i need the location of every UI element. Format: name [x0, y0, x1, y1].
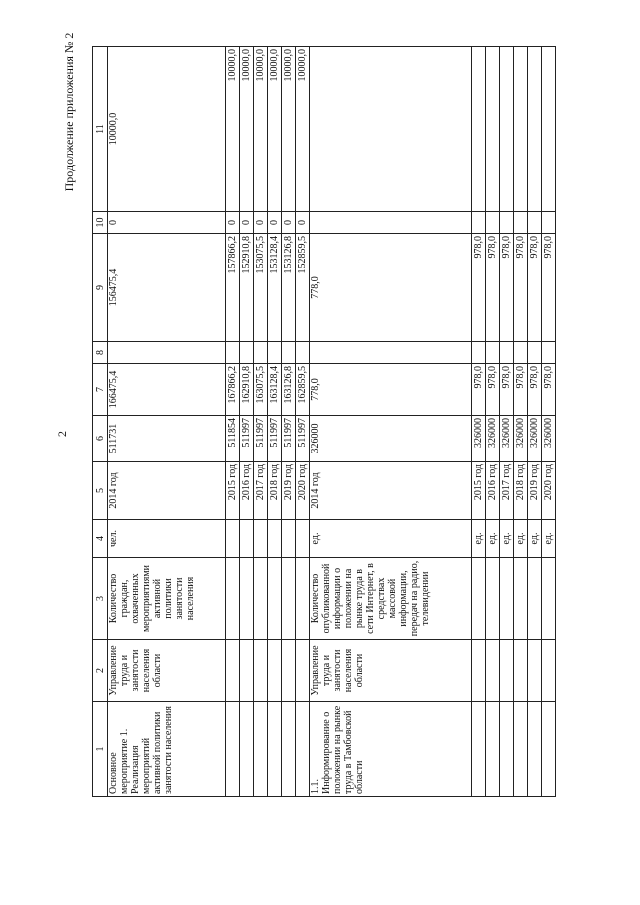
year-cell: 2014 год — [310, 462, 472, 520]
empty-cell — [486, 640, 500, 702]
value-cell-6: 326000 — [500, 416, 514, 462]
empty-cell — [528, 702, 542, 797]
value-cell-9: 978,0 — [514, 234, 528, 342]
value-cell-8 — [226, 342, 240, 364]
section-main-row — [310, 47, 472, 797]
unit-cell: ед. — [310, 520, 472, 558]
value-cell-7: 163075,5 — [254, 364, 268, 416]
header-cell: 4 — [93, 520, 108, 558]
value-cell-11 — [486, 47, 500, 212]
unit-cell: ед. — [486, 520, 500, 558]
header-cell: 6 — [93, 416, 108, 462]
empty-cell — [542, 702, 556, 797]
header-row — [93, 47, 108, 797]
empty-cell — [268, 558, 282, 640]
year-row — [500, 47, 514, 797]
value-cell-10 — [542, 212, 556, 234]
value-cell-7: 163128,4 — [268, 364, 282, 416]
year-cell: 2018 год — [514, 462, 528, 520]
empty-cell — [514, 640, 528, 702]
value-cell-10 — [486, 212, 500, 234]
section-main-row — [108, 47, 226, 797]
value-cell-10: 0 — [282, 212, 296, 234]
value-cell-11 — [542, 47, 556, 212]
value-cell-11: 10000,0 — [240, 47, 254, 212]
year-row — [542, 47, 556, 797]
value-cell-9: 978,0 — [486, 234, 500, 342]
indicator-cell: Количество опубликованной информации о положении на рынке труда в сети Интернет, в средствах массовой информации, передач на радио, телевидении — [310, 558, 472, 640]
value-cell-8 — [268, 342, 282, 364]
value-cell-10 — [472, 212, 486, 234]
unit-cell — [254, 520, 268, 558]
value-cell-7: 978,0 — [528, 364, 542, 416]
value-cell-9: 153075,5 — [254, 234, 268, 342]
unit-cell — [226, 520, 240, 558]
value-cell-7: 978,0 — [472, 364, 486, 416]
value-cell-6: 511997 — [268, 416, 282, 462]
event-cell: Основное мероприятие 1. Реализация мероприятий активной политики занятости населения — [108, 702, 226, 797]
empty-cell — [296, 558, 310, 640]
page-number: 2 — [55, 431, 69, 437]
value-cell-9: 157866,2 — [226, 234, 240, 342]
empty-cell — [226, 702, 240, 797]
value-cell-7: 162910,8 — [240, 364, 254, 416]
value-cell-11 — [514, 47, 528, 212]
unit-cell — [296, 520, 310, 558]
empty-cell — [254, 558, 268, 640]
empty-cell — [282, 640, 296, 702]
empty-cell — [486, 702, 500, 797]
year-row — [486, 47, 500, 797]
unit-cell — [268, 520, 282, 558]
header-cell: 5 — [93, 462, 108, 520]
value-cell-6: 326000 — [486, 416, 500, 462]
unit-cell: чел. — [108, 520, 226, 558]
value-cell-7: 778,0 — [310, 364, 472, 416]
year-cell: 2016 год — [486, 462, 500, 520]
empty-cell — [500, 640, 514, 702]
empty-cell — [240, 558, 254, 640]
year-cell: 2020 год — [542, 462, 556, 520]
value-cell-10 — [514, 212, 528, 234]
empty-cell — [528, 558, 542, 640]
year-cell: 2020 год — [296, 462, 310, 520]
header-cell: 3 — [93, 558, 108, 640]
year-row — [514, 47, 528, 797]
empty-cell — [282, 558, 296, 640]
value-cell-11 — [472, 47, 486, 212]
empty-cell — [486, 558, 500, 640]
value-cell-8 — [282, 342, 296, 364]
value-cell-8 — [296, 342, 310, 364]
empty-cell — [500, 558, 514, 640]
value-cell-7: 163126,8 — [282, 364, 296, 416]
value-cell-7: 978,0 — [486, 364, 500, 416]
value-cell-9: 978,0 — [528, 234, 542, 342]
indicator-cell: Количество граждан, охваченных мероприятиями активной политики занятости населения — [108, 558, 226, 640]
unit-cell: ед. — [472, 520, 486, 558]
value-cell-11 — [528, 47, 542, 212]
year-row — [226, 47, 240, 797]
value-cell-6: 511731 — [108, 416, 226, 462]
header-cell: 8 — [93, 342, 108, 364]
appendix-label: Продолжение приложения № 2 — [62, 32, 76, 192]
header-cell: 9 — [93, 234, 108, 342]
year-cell: 2019 год — [528, 462, 542, 520]
value-cell-8 — [514, 342, 528, 364]
unit-cell — [240, 520, 254, 558]
value-cell-9: 153128,4 — [268, 234, 282, 342]
header-cell: 7 — [93, 364, 108, 416]
year-cell: 2015 год — [226, 462, 240, 520]
value-cell-6: 326000 — [514, 416, 528, 462]
value-cell-8 — [472, 342, 486, 364]
unit-cell — [282, 520, 296, 558]
value-cell-7: 978,0 — [514, 364, 528, 416]
value-cell-6: 511854 — [226, 416, 240, 462]
year-cell: 2017 год — [254, 462, 268, 520]
year-row — [296, 47, 310, 797]
value-cell-10 — [528, 212, 542, 234]
empty-cell — [514, 702, 528, 797]
empty-cell — [472, 640, 486, 702]
year-row — [240, 47, 254, 797]
value-cell-11: 10000,0 — [108, 47, 226, 212]
empty-cell — [268, 640, 282, 702]
unit-cell: ед. — [514, 520, 528, 558]
header-cell: 1 — [93, 702, 108, 797]
year-row — [254, 47, 268, 797]
empty-cell — [296, 640, 310, 702]
value-cell-10: 0 — [268, 212, 282, 234]
value-cell-7: 162859,5 — [296, 364, 310, 416]
year-row — [282, 47, 296, 797]
value-cell-9: 153126,8 — [282, 234, 296, 342]
empty-cell — [296, 702, 310, 797]
value-cell-6: 326000 — [528, 416, 542, 462]
value-cell-11: 10000,0 — [282, 47, 296, 212]
value-cell-8 — [310, 342, 472, 364]
rotated-table-frame — [92, 47, 554, 797]
value-cell-11 — [500, 47, 514, 212]
value-cell-10 — [310, 212, 472, 234]
value-cell-10: 0 — [108, 212, 226, 234]
year-cell: 2014 год — [108, 462, 226, 520]
empty-cell — [542, 640, 556, 702]
executor-cell: Управление труда и занятости населения области — [108, 640, 226, 702]
year-cell: 2019 год — [282, 462, 296, 520]
value-cell-6: 326000 — [310, 416, 472, 462]
value-cell-8 — [254, 342, 268, 364]
header-cell: 2 — [93, 640, 108, 702]
value-cell-6: 511997 — [296, 416, 310, 462]
value-cell-8 — [240, 342, 254, 364]
value-cell-8 — [528, 342, 542, 364]
value-cell-9: 978,0 — [500, 234, 514, 342]
unit-cell: ед. — [528, 520, 542, 558]
value-cell-8 — [542, 342, 556, 364]
empty-cell — [472, 702, 486, 797]
empty-cell — [240, 640, 254, 702]
value-cell-10 — [500, 212, 514, 234]
year-row — [528, 47, 542, 797]
empty-cell — [226, 640, 240, 702]
value-cell-7: 978,0 — [500, 364, 514, 416]
year-row — [472, 47, 486, 797]
empty-cell — [542, 558, 556, 640]
empty-cell — [226, 558, 240, 640]
value-cell-6: 511997 — [254, 416, 268, 462]
value-cell-9: 152859,5 — [296, 234, 310, 342]
value-cell-6: 511997 — [240, 416, 254, 462]
empty-cell — [282, 702, 296, 797]
value-cell-9: 156475,4 — [108, 234, 226, 342]
year-cell: 2017 год — [500, 462, 514, 520]
value-cell-11: 10000,0 — [296, 47, 310, 212]
value-cell-8 — [486, 342, 500, 364]
value-cell-11 — [310, 47, 472, 212]
value-cell-11: 10000,0 — [226, 47, 240, 212]
value-cell-9: 978,0 — [472, 234, 486, 342]
value-cell-7: 166475,4 — [108, 364, 226, 416]
header-cell: 10 — [93, 212, 108, 234]
program-table — [92, 46, 556, 797]
value-cell-11: 10000,0 — [254, 47, 268, 212]
empty-cell — [268, 702, 282, 797]
value-cell-10: 0 — [254, 212, 268, 234]
year-row — [268, 47, 282, 797]
empty-cell — [500, 702, 514, 797]
empty-cell — [254, 640, 268, 702]
value-cell-11: 10000,0 — [268, 47, 282, 212]
value-cell-8 — [108, 342, 226, 364]
value-cell-10: 0 — [240, 212, 254, 234]
value-cell-6: 326000 — [542, 416, 556, 462]
value-cell-10: 0 — [296, 212, 310, 234]
table-wrapper — [92, 47, 554, 797]
value-cell-9: 152910,8 — [240, 234, 254, 342]
year-cell: 2016 год — [240, 462, 254, 520]
value-cell-6: 326000 — [472, 416, 486, 462]
executor-cell: Управление труда и занятости населения области — [310, 640, 472, 702]
empty-cell — [254, 702, 268, 797]
value-cell-9: 778,0 — [310, 234, 472, 342]
value-cell-10: 0 — [226, 212, 240, 234]
unit-cell: ед. — [542, 520, 556, 558]
empty-cell — [528, 640, 542, 702]
year-cell: 2015 год — [472, 462, 486, 520]
empty-cell — [472, 558, 486, 640]
empty-cell — [514, 558, 528, 640]
header-cell: 11 — [93, 47, 108, 212]
year-cell: 2018 год — [268, 462, 282, 520]
empty-cell — [240, 702, 254, 797]
value-cell-7: 167866,2 — [226, 364, 240, 416]
unit-cell: ед. — [500, 520, 514, 558]
value-cell-7: 978,0 — [542, 364, 556, 416]
event-cell: 1.1. Информирование о положении на рынке труда в Тамбовской области — [310, 702, 472, 797]
value-cell-8 — [500, 342, 514, 364]
value-cell-6: 511997 — [282, 416, 296, 462]
value-cell-9: 978,0 — [542, 234, 556, 342]
